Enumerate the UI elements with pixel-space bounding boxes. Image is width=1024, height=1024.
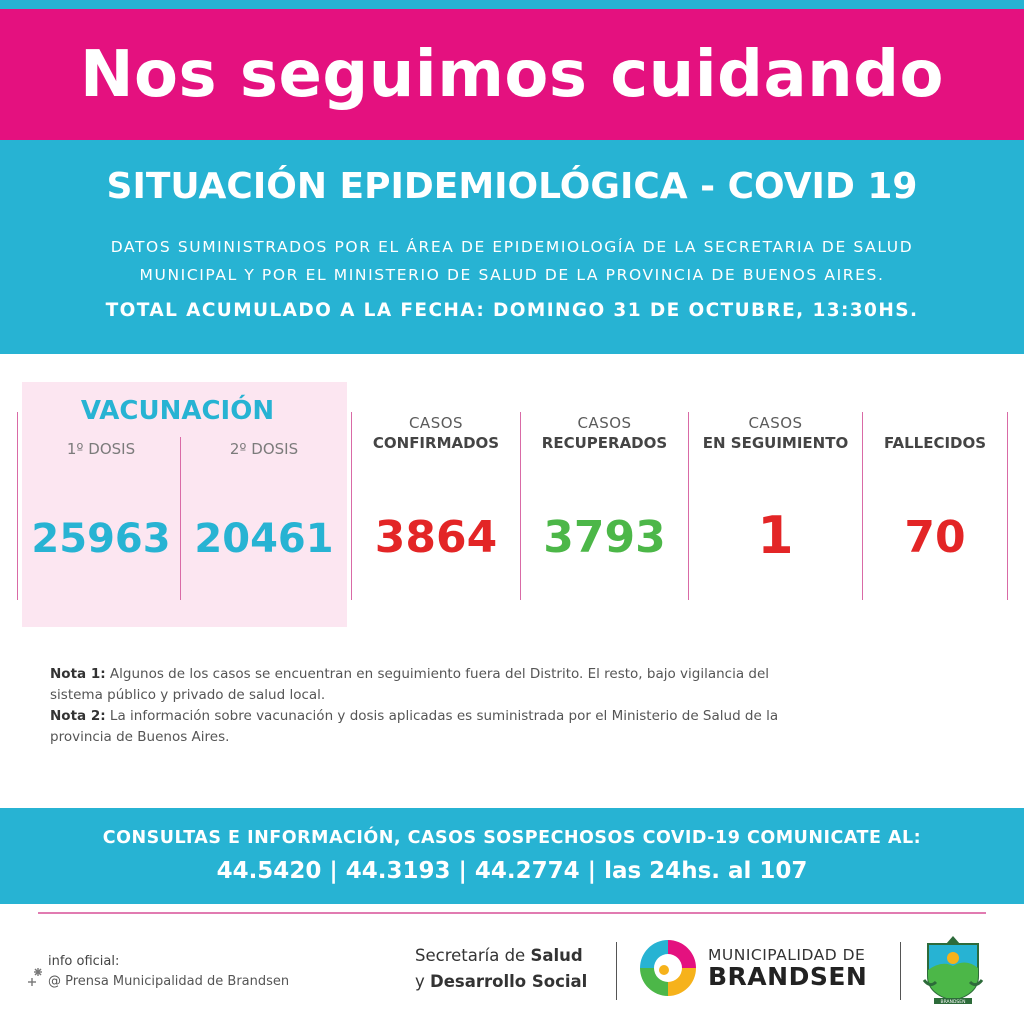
divider-line	[17, 412, 18, 600]
recovered-value: 3793	[543, 512, 666, 563]
confirmed-value: 3864	[374, 512, 498, 563]
data-source	[0, 233, 1024, 289]
info-handle: @ Prensa Municipalidad de Brandsen	[48, 974, 290, 989]
monitoring-label-top: CASOS	[748, 414, 803, 432]
data-source-line-1: DATOS SUMINISTRADOS POR EL ÁREA DE EPIDEMIOLOGÍA DE LA SECRETARIA DE SALUD	[110, 238, 914, 256]
footer-separator	[616, 942, 617, 1000]
contact-panel	[0, 808, 1024, 904]
notes	[50, 664, 790, 748]
header-panel	[0, 140, 1024, 354]
deceased-value: 70	[904, 512, 966, 563]
secretaria-text: y	[415, 972, 431, 991]
footer-separator	[900, 942, 901, 1000]
recovered-label-top: CASOS	[577, 414, 632, 432]
sparkle-icon	[26, 966, 46, 990]
as-of-date: TOTAL ACUMULADO A LA FECHA: DOMINGO 31 DE OCTUBRE, 13:30HS.	[105, 300, 919, 321]
secretaria-line-2	[415, 972, 587, 991]
header-title: SITUACIÓN EPIDEMIOLÓGICA - COVID 19	[106, 166, 918, 207]
banner-title: Nos seguimos cuidando	[79, 37, 945, 112]
monitoring-label: EN SEGUIMIENTO	[702, 434, 849, 452]
crest-ribbon-text: BRANDSEN	[940, 1000, 966, 1005]
dose1-label: 1º DOSIS	[66, 440, 136, 458]
coat-of-arms-icon	[922, 930, 984, 1006]
note-2-label: Nota 2:	[50, 708, 106, 724]
dose1-value: 25963	[31, 516, 171, 562]
monitoring-value: 1	[757, 506, 794, 566]
note-1-text: Algunos de los casos se encuentran en seguimiento fuera del Distrito. El resto, bajo vigilancia del sistema público y privado de salud local.	[50, 666, 770, 703]
deceased-label: FALLECIDOS	[883, 434, 987, 452]
divider-line	[1007, 412, 1008, 600]
dose2-value: 20461	[194, 516, 334, 562]
recovered-label: RECUPERADOS	[541, 434, 668, 452]
municipality-label: MUNICIPALIDAD DE	[708, 946, 866, 964]
top-strip	[0, 0, 1024, 9]
note-2	[50, 706, 790, 748]
confirmed-label-top: CASOS	[408, 414, 464, 432]
secretaria-text: Secretaría de	[415, 946, 531, 965]
banner	[0, 9, 1024, 140]
municipal-logo-icon	[636, 936, 700, 1000]
note-1-label: Nota 1:	[50, 666, 106, 682]
contact-numbers: 44.5420 | 44.3193 | 44.2774 | las 24hs. al 107	[216, 858, 808, 884]
info-label: info oficial:	[48, 954, 120, 969]
note-1	[50, 664, 790, 706]
dose2-label: 2º DOSIS	[229, 440, 299, 458]
confirmed-label: CONFIRMADOS	[372, 434, 500, 452]
secretaria-bold: Desarrollo Social	[430, 972, 588, 991]
municipality-name: BRANDSEN	[708, 962, 868, 991]
secretaria-bold: Salud	[530, 946, 583, 965]
note-2-text: La información sobre vacunación y dosis aplicadas es suministrada por el Ministerio de Salud de la provincia de Buenos Aires.	[50, 708, 779, 745]
contact-heading: CONSULTAS E INFORMACIÓN, CASOS SOSPECHOSOS COVID-19 COMUNICATE AL:	[102, 828, 922, 848]
secretaria-line-1	[415, 946, 583, 965]
vaccination-title: VACUNACIÓN	[80, 396, 275, 426]
footer-divider	[38, 912, 986, 914]
data-source-line-2: MUNICIPAL Y POR EL MINISTERIO DE SALUD DE LA PROVINCIA DE BUENOS AIRES.	[139, 266, 885, 284]
